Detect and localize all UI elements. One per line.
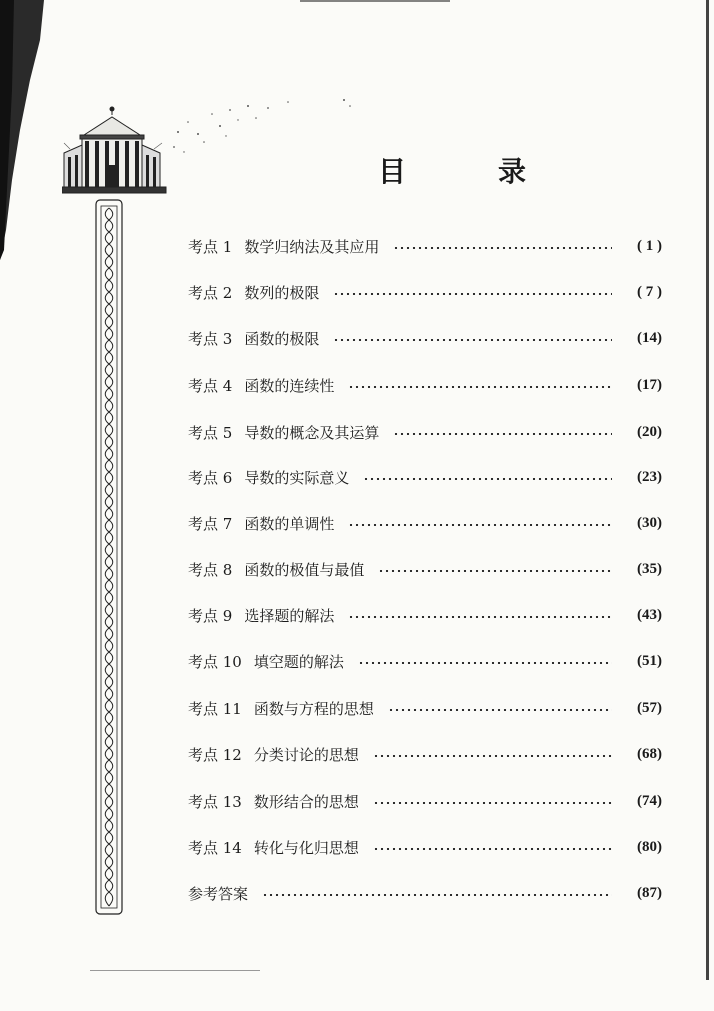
toc-leader-dots: [262, 894, 612, 896]
page-title: 目 录: [378, 155, 559, 188]
toc-entry-title: 函数的连续性: [244, 376, 335, 395]
toc-entry-title: 函数与方程的思想: [253, 699, 374, 718]
toc-leader-dots: [363, 478, 612, 480]
toc-entry[interactable]: [188, 233, 662, 259]
toc-entry[interactable]: [188, 834, 662, 860]
toc-entry-number: 考点 12: [188, 745, 242, 764]
scan-speckle: [168, 92, 358, 162]
toc-entry-number: 考点 13: [188, 792, 242, 811]
toc-leader-dots: [378, 570, 612, 572]
toc-entry-number: 考点 6: [188, 468, 233, 487]
scan-bottom-line: [90, 970, 260, 971]
toc-leader-dots: [348, 524, 612, 526]
toc-entry-title: 数形结合的思想: [253, 792, 359, 811]
scan-right-edge: [706, 0, 709, 980]
toc-entry[interactable]: [188, 556, 662, 582]
toc-entry-page: (14): [637, 329, 662, 346]
toc-entry-number: 考点 11: [188, 699, 242, 718]
toc-entry-page: (35): [637, 560, 662, 577]
toc-leader-dots: [393, 247, 612, 249]
toc-entry-number: 考点 2: [188, 283, 233, 302]
decorative-rope-border: [94, 198, 124, 916]
toc-leader-dots: [333, 293, 612, 295]
toc-entry-title: 数列的极限: [244, 283, 320, 302]
toc-entry-page: ( 1 ): [637, 237, 662, 254]
scan-top-line: [300, 0, 450, 2]
toc-leader-dots: [333, 339, 612, 341]
toc-entry[interactable]: [188, 602, 662, 628]
toc-entry[interactable]: [188, 648, 662, 674]
toc-entry-page: (17): [637, 376, 662, 393]
scan-shadow: [0, 0, 44, 260]
toc-entry-number: 考点 8: [188, 560, 233, 579]
toc-entry-title: 函数的极值与最值: [244, 560, 365, 579]
toc-entry[interactable]: [188, 880, 662, 906]
toc-leader-dots: [373, 848, 612, 850]
toc-entry[interactable]: [188, 695, 662, 721]
toc-entry[interactable]: [188, 419, 662, 445]
toc-entry[interactable]: [188, 325, 662, 351]
toc-entry-number: 考点 14: [188, 838, 242, 857]
toc-entry-number: 考点 5: [188, 423, 233, 442]
toc-leader-dots: [348, 386, 612, 388]
toc-entry[interactable]: [188, 279, 662, 305]
building-illustration: [62, 105, 168, 195]
toc-leader-dots: [373, 755, 612, 757]
toc-leader-dots: [348, 616, 612, 618]
toc-entry[interactable]: [188, 788, 662, 814]
toc-entry-page: (43): [637, 606, 662, 623]
toc-entry-page: (87): [637, 884, 662, 901]
toc-entry-title: 导数的概念及其运算: [244, 423, 380, 442]
toc-entry-number: 考点 3: [188, 329, 233, 348]
toc-entry-page: (30): [637, 514, 662, 531]
toc-leader-dots: [388, 709, 612, 711]
toc-leader-dots: [358, 662, 612, 664]
toc-leader-dots: [373, 802, 612, 804]
toc-entry-title: 转化与化归思想: [253, 838, 359, 857]
toc-entry-number: 考点 7: [188, 514, 233, 533]
toc-entry-title: 参考答案: [188, 884, 249, 903]
toc-entry-page: (23): [637, 468, 662, 485]
toc-entry-number: 考点 1: [188, 237, 233, 256]
toc-entry-page: (74): [637, 792, 662, 809]
toc-leader-dots: [393, 433, 612, 435]
toc-entry-title: 数学归纳法及其应用: [244, 237, 380, 256]
toc-entry-title: 导数的实际意义: [244, 468, 350, 487]
toc-entry-page: ( 7 ): [637, 283, 662, 300]
toc-entry[interactable]: [188, 741, 662, 767]
toc-entry-title: 填空题的解法: [253, 652, 344, 671]
toc-entry-page: (68): [637, 745, 662, 762]
toc-entry[interactable]: [188, 464, 662, 490]
toc-entry-title: 函数的极限: [244, 329, 320, 348]
toc-entry-page: (80): [637, 838, 662, 855]
toc-entry-page: (20): [637, 423, 662, 440]
toc-entry-number: 考点 4: [188, 376, 233, 395]
toc-entry-title: 函数的单调性: [244, 514, 335, 533]
toc-entry-title: 选择题的解法: [244, 606, 335, 625]
toc-entry-page: (51): [637, 652, 662, 669]
toc-entry[interactable]: [188, 372, 662, 398]
toc-entry[interactable]: [188, 510, 662, 536]
toc-entry-number: 考点 9: [188, 606, 233, 625]
toc-entry-page: (57): [637, 699, 662, 716]
toc-entry-number: 考点 10: [188, 652, 242, 671]
toc-entry-title: 分类讨论的思想: [253, 745, 359, 764]
